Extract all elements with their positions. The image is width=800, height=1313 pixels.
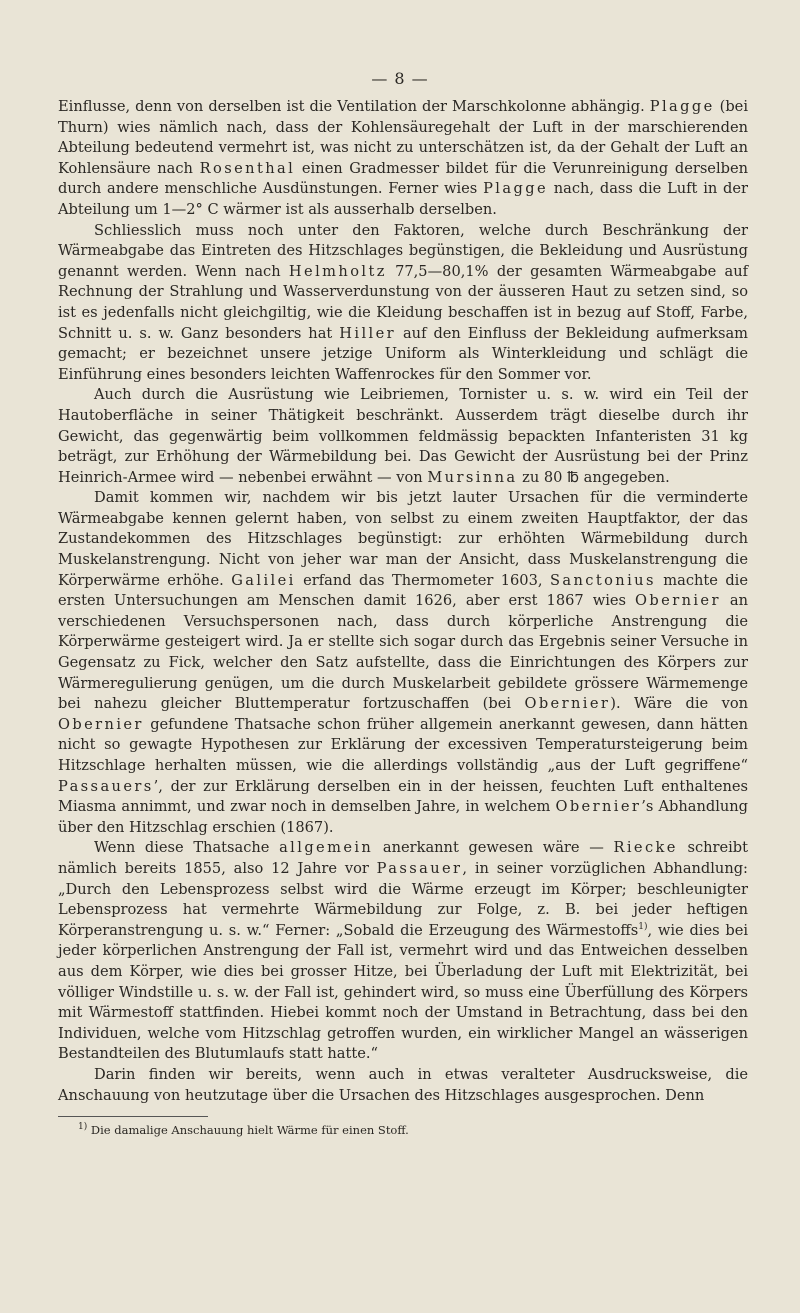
text-run: zu 80 ℔ angegeben. [517,468,670,486]
text-run: erfand das Thermometer 1603, [295,571,550,589]
spaced-name: Riecke [613,839,678,857]
text-run: anerkannt gewesen wäre — [373,839,614,857]
spaced-name: Obernier [555,798,642,816]
text-run: Schliesslich muss noch unter den Faktoren, welche durch Beschränkung der Wärmeabgabe das Eintreten des Hitzschlages begünstigen, die Bekleidung und Ausrüstung genannt werden. Wenn nach [58,221,748,280]
text-run: 77,5—80,1% der gesamten Wärmeabgabe auf Rechnung der Strahlung und Wasserverdunstung von der äusseren Haut zu setzen sind, so ist es jedenfalls nicht gleichgiltig, wie die Kleidung beschaffen ist in bezug auf Stoff, Farbe, Schnitt u. s. w. Ganz besonders hat [58,262,748,342]
page-number: — 8 — [371,69,429,88]
paragraph [58,385,748,488]
text-run: , wie dies bei jeder körperlichen Anstrengung der Fall ist, vermehrt wird und das Entweichen desselben aus dem Körper, wie dies bei grosser Hitze, bei Überladung der Luft mit Elektrizität, bei völliger Windstille u. s. w. der Fall ist, gehindert wird, so muss eine Überfüllung des Körpers mit Wärmestoff stattfinden. Hiebei kommt noch der Umstand in Betrachtung, dass bei den Individuen, welche vom Hitzschlag getroffen wurden, ein wirklicher Mangel an wässerigen Bestandteilen des Blutumlaufs statt hatte.“ [58,921,748,1063]
footnote-rule [58,1116,208,1117]
spaced-name: Obernier [524,695,611,713]
text-run: machte die ersten Untersuchungen am Menschen damit 1626, aber erst 1867 wies [58,571,748,610]
text-run: Einflusse, denn von derselben ist die Ventilation der Marschkolonne abhängig. [58,98,650,115]
text-run: auf den Einfluss der Bekleidung aufmerksam gemacht; er bezeichnet unsere jetzige Uniform als Winterkleidung und schlägt die Einführung eines besonders leichten Waffenrockes für den Sommer vor. [58,324,748,383]
text-run: Darin finden wir bereits, wenn auch in etwas veralteter Ausdrucksweise, die Anschauung von heutzutage über die Ursachen des Hitzschlages ausgesprochen. Denn [58,1065,748,1104]
spaced-name: Passauers [58,777,154,795]
footnote-text: Die damalige Anschauung hielt Wärme für einen Stoff. [90,1123,409,1138]
paragraph [58,838,748,1065]
text-run: Damit kommen wir, nachdem wir bis jetzt lauter Ursachen für die verminderte Wärmeabgabe kennen gelernt haben, von selbst zu einem zweiten Hauptfaktor, der das Zustandekommen des Hitzschlages begünstigt: zur erhöhten Wärmebildung durch Muskelanstrengung. Nicht von jeher war man der Ansicht, dass Muskelanstrengung die Körperwärme erhöhe. [58,489,748,589]
spaced-name: Hiller [339,324,396,342]
text-run: einen Gradmesser bildet für die Verunreinigung derselben durch andere menschliche Ausdünstungen. Ferner wies [58,159,748,198]
spaced-name: Sanctonius [549,571,656,589]
paragraph [58,221,748,386]
footnote-marker: 1) [78,1122,88,1133]
text-run: Auch durch die Ausrüstung wie Leibriemen, Tornister u. s. w. wird ein Teil der Hautoberfläche in seiner Thätigkeit beschränkt. Ausserdem trägt dieselbe durch ihr Gewicht, das gegenwärtig beim vollkommen feldmässig bepackten Infanteristen 31 kg beträgt, zur Erhöhung der Wärmebildung bei. Das Gewicht der Ausrüstung bei der Prinz Heinrich-Armee wird — nebenbei erwähnt — von [58,386,748,486]
text-run: ’, der zur Erklärung derselben ein in der heissen, feuchten Luft enthaltenes Miasma annimmt, und zwar noch in demselben Jahre, in welchem [58,777,748,816]
body-text [58,97,748,1106]
text-run: , in seiner vorzüglichen Abhandlung: „Durch den Lebensprozess selbst wird die Wärme erzeugt im Körper; beschleunigter Lebensprozess hat vermehrte Wärmebildung zur Folge, z. B. bei jeder heftigen Körperanstrengung u. s. w.“ Ferner: „Sobald die Erzeugung des Wärmestoffs [58,859,748,939]
spaced-name: Plagge [483,180,548,198]
paragraph [58,1065,748,1106]
text-run: Wenn diese Thatsache [94,839,280,857]
text-run: schreibt nämlich bereits 1855, also 12 Jahre vor [58,839,749,877]
spaced-name: Obernier [58,715,144,733]
footnote [58,1123,748,1138]
text-run: an verschiedenen Versuchspersonen nach, dass durch körperliche Anstrengung die Körperwärme gesteigert wird. Ja er stellte sich sogar durch das Ergebnis seiner Versuche in Gegensatz zu Fick, welcher den Satz aufstellte, dass die Einrichtungen des Körpers zur Wärmeregulierung genügen, um die durch Muskelarbeit gebildete grössere Wärmemenge bei nahezu gleicher Bluttemperatur fortzuschaffen (bei [58,592,748,713]
text-run: (bei Thurn) wies nämlich nach, dass der Kohlensäuregehalt der Luft in der marschierenden Abteilung bedeutend vermehrt ist, was nicht zu unterschätzen ist, da der Gehalt der Luft an Kohlensäure nach [58,98,748,177]
text-run: ). Wäre die von [610,695,748,713]
footnote-ref: 1) [638,921,648,932]
text-run: gefundene Thatsache schon früher allgemein anerkannt gewesen, dann hätten nicht so gewagte Hypothesen zur Erklärung der excessiven Temperatursteigerung beim Hitzschlage herhalten müssen, wie die allerdings vollständig „aus der Luft gegriffene“ [58,715,748,774]
spaced-name: Mursinna [427,468,518,486]
paragraph [58,97,748,221]
paragraph [58,488,748,838]
spaced-name: Plagge [649,98,715,115]
text-run: nach, dass die Luft in der Abteilung um 1—2° C wärmer ist als ausserhalb derselben. [58,180,748,218]
spaced-name: allgemein [279,839,374,857]
spaced-name: Galilei [231,571,296,589]
spaced-name: Obernier [635,592,721,610]
spaced-name: Passauer [376,859,463,877]
spaced-name: Rosenthal [199,159,296,177]
text-run: ’s Abhandlung über den Hitzschlag erschien (1867). [58,798,749,836]
spaced-name: Helmholtz [288,262,387,280]
